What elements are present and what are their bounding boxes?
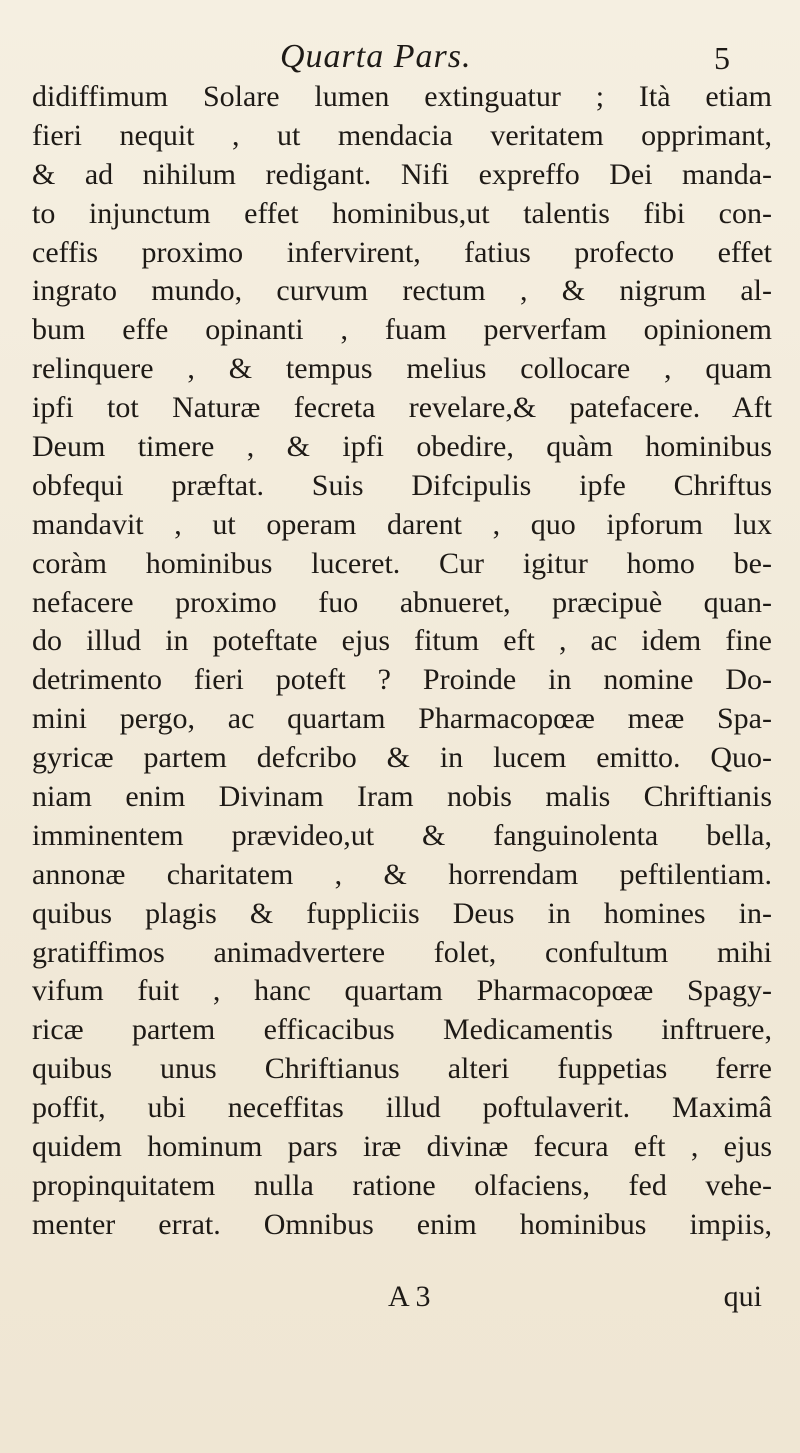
text-line: Deum timere , & ipfi obedire, quàm hominibus	[32, 430, 772, 464]
text-line: ricæ partem efficacibus Medicamentis inftruere,	[32, 1013, 772, 1047]
text-line: annonæ charitatem , & horrendam peftilentiam.	[32, 857, 772, 891]
text-line: obfequi præftat. Suis Difcipulis ipfe Chriftus	[32, 468, 772, 502]
text-line: quibus unus Chriftianus alteri fuppetias ferre	[32, 1052, 772, 1086]
page-number: 5	[714, 40, 730, 76]
text-line: ingrato mundo, curvum rectum , & nigrum al-	[32, 274, 772, 308]
text-line: to injunctum effet hominibus,ut talentis fibi con-	[32, 196, 772, 230]
text-line: quibus plagis & fuppliciis Deus in homines in-	[32, 896, 772, 930]
text-line: ipfi tot Naturæ fecreta revelare,& patefacere. Aft	[32, 391, 772, 425]
text-line: menter errat. Omnibus enim hominibus impiis,	[32, 1207, 772, 1241]
page-footer	[0, 1280, 800, 1320]
text-line: coràm hominibus luceret. Cur igitur homo be-	[32, 546, 772, 580]
text-line: imminentem prævideo,ut & fanguinolenta bella,	[32, 818, 772, 852]
catchword: qui	[723, 1280, 762, 1313]
page-header	[0, 38, 800, 82]
text-line: poffit, ubi neceffitas illud poftulaverit. Maximâ	[32, 1091, 772, 1125]
text-line: niam enim Divinam Iram nobis malis Chriftianis	[32, 780, 772, 814]
text-line: mandavit , ut operam darent , quo ipforum lux	[32, 507, 772, 541]
text-line: do illud in poteftate ejus fitum eft , ac idem fine	[32, 624, 772, 658]
running-head: Quarta Pars.	[280, 38, 472, 75]
text-line: propinquitatem nulla ratione olfaciens, fed vehe-	[32, 1168, 772, 1202]
text-line: relinquere , & tempus melius collocare , quam	[32, 352, 772, 386]
text-line: quidem hominum pars iræ divinæ fecura eft , ejus	[32, 1130, 772, 1164]
text-line: didiffimum Solare lumen extinguatur ; Ità etiam	[32, 80, 772, 113]
text-line: ceffis proximo infervirent, fatius profecto effet	[32, 235, 772, 269]
text-line: nefacere proximo fuo abnueret, præcipuè quan-	[32, 585, 772, 619]
text-line: & ad nihilum redigant. Nifi expreffo Dei manda-	[32, 157, 772, 191]
text-line: detrimento fieri poteft ? Proinde in nomine Do-	[32, 663, 772, 697]
body-text	[32, 78, 772, 1245]
text-line: mini pergo, ac quartam Pharmacopœæ meæ Spa-	[32, 702, 772, 736]
text-line: bum effe opinanti , fuam perverfam opinionem	[32, 313, 772, 347]
text-line: gyricæ partem defcribo & in lucem emitto. Quo-	[32, 741, 772, 775]
text-line: fieri nequit , ut mendacia veritatem opprimant,	[32, 118, 772, 152]
signature-mark: A 3	[388, 1280, 431, 1313]
text-line: gratiffimos animadvertere folet, confultum mihi	[32, 935, 772, 969]
text-line: vifum fuit , hanc quartam Pharmacopœæ Spagy-	[32, 974, 772, 1008]
